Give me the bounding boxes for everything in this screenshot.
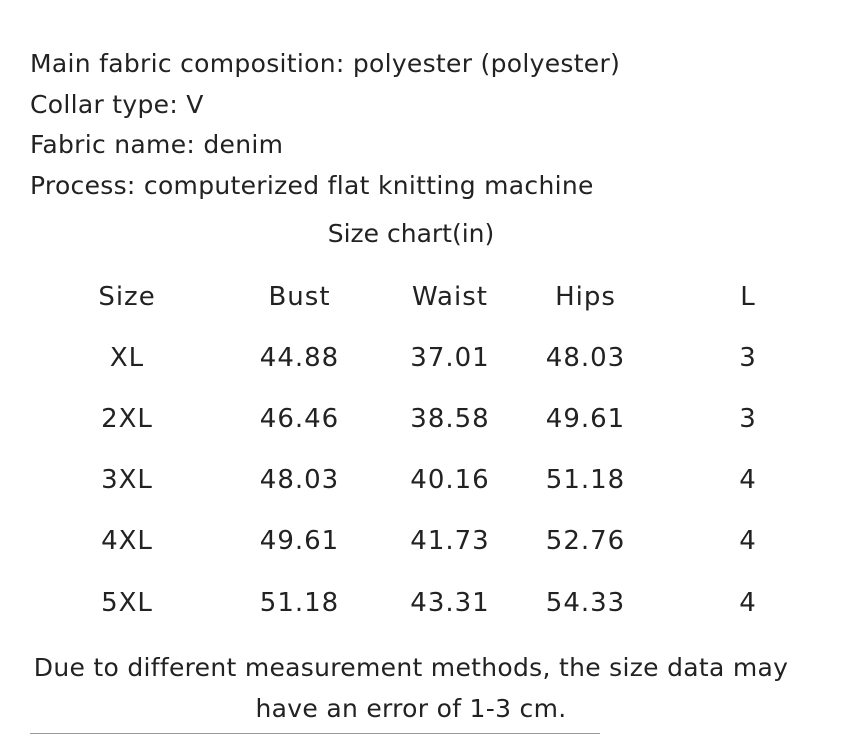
header-bust: Bust — [268, 281, 331, 312]
cell-waist: 43.31 — [410, 587, 490, 618]
cell-hips: 49.61 — [545, 403, 626, 434]
cell-length: 4 — [739, 526, 757, 557]
cell-bust: 49.61 — [259, 526, 340, 557]
cell-hips: 51.18 — [545, 465, 626, 496]
cell-size: 2XL — [101, 403, 153, 434]
table-row — [30, 450, 850, 511]
cell-length: 4 — [739, 587, 757, 618]
cell-waist: 37.01 — [410, 342, 490, 373]
header-waist: Waist — [412, 281, 488, 312]
spec-fabric-name: Fabric name: denim — [30, 130, 284, 159]
cell-length: 4 — [739, 465, 757, 496]
header-length: L — [740, 281, 756, 312]
cell-size: 3XL — [101, 465, 153, 496]
cell-hips: 52.76 — [545, 526, 626, 557]
cell-waist: 40.16 — [410, 465, 490, 496]
spec-fabric-composition: Main fabric composition: polyester (polyester) — [30, 49, 621, 78]
table-row — [30, 327, 850, 388]
header-size: Size — [98, 281, 156, 312]
cell-size: 5XL — [101, 587, 153, 618]
cell-length: 3 — [739, 342, 757, 373]
cell-bust: 48.03 — [259, 465, 340, 496]
cell-waist: 38.58 — [410, 403, 490, 434]
cell-length: 3 — [739, 403, 757, 434]
cell-bust: 44.88 — [259, 342, 340, 373]
cell-waist: 41.73 — [410, 526, 490, 557]
table-row — [30, 572, 850, 633]
product-spec-list — [30, 44, 720, 206]
spec-process: Process: computerized flat knitting machine — [30, 170, 594, 200]
cell-size: 4XL — [101, 526, 153, 557]
cell-size: XL — [109, 342, 145, 373]
spec-collar-type: Collar type: V — [30, 89, 204, 119]
note-line-1: Due to different measurement methods, the size data may — [33, 653, 789, 682]
header-hips: Hips — [555, 281, 616, 312]
cell-hips: 54.33 — [545, 587, 626, 618]
table-row — [30, 388, 850, 449]
table-row — [30, 511, 850, 572]
note-line-2: have an error of 1-3 cm. — [255, 693, 567, 723]
cell-bust: 46.46 — [259, 403, 340, 434]
size-chart-table — [30, 266, 850, 633]
table-header-row — [30, 266, 850, 327]
measurement-note — [0, 648, 822, 729]
size-chart-title: Size chart(in) — [327, 219, 495, 248]
divider — [30, 733, 600, 734]
cell-hips: 48.03 — [545, 342, 626, 373]
cell-bust: 51.18 — [259, 587, 340, 618]
